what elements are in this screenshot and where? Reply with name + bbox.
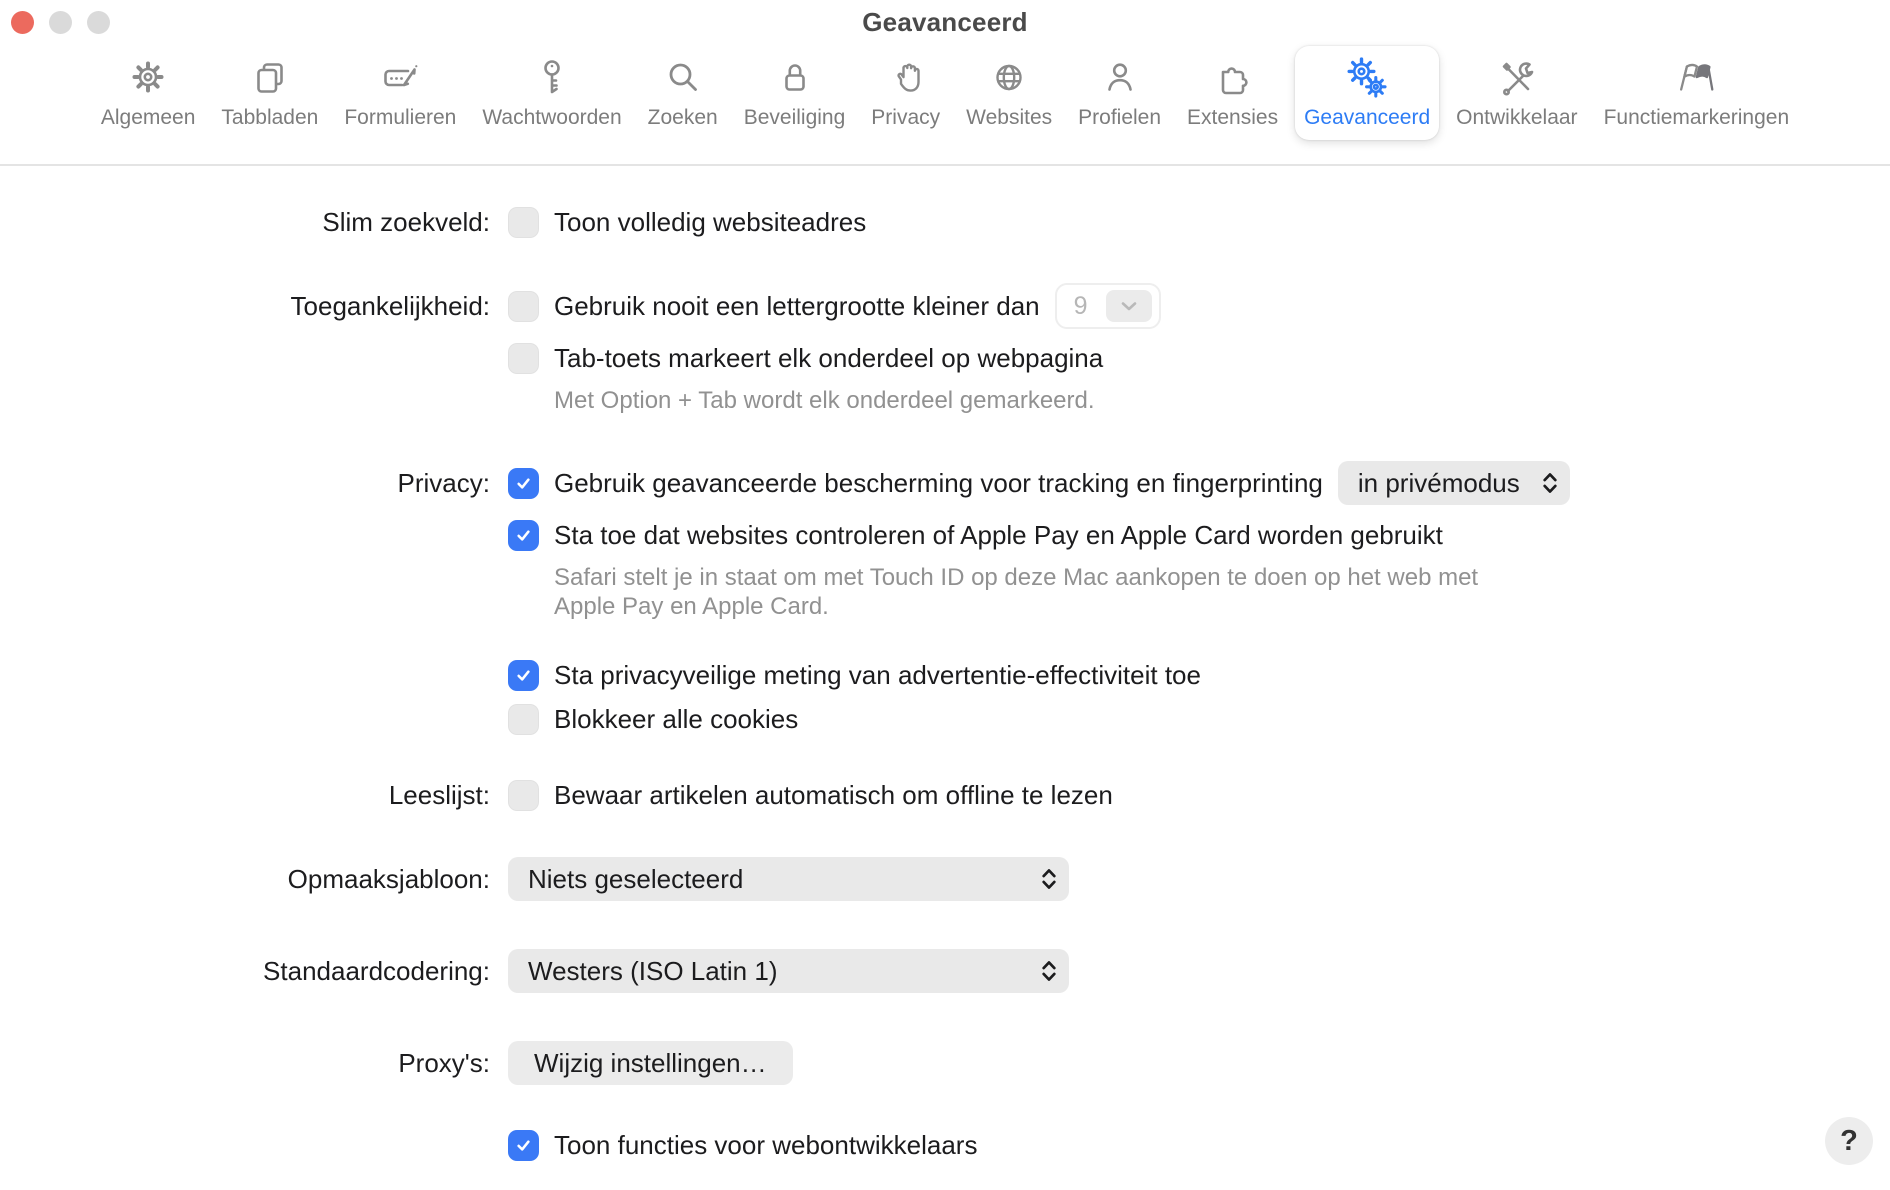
checkbox-label: Gebruik geavanceerde bescherming voor tracking en fingerprinting: [554, 467, 1323, 498]
minimize-button[interactable]: [49, 11, 72, 34]
row-label: Toegankelijkheid:: [290, 290, 490, 321]
show-full-address-checkbox[interactable]: [508, 207, 539, 238]
checkbox-label: Toon functies voor webontwikkelaars: [554, 1129, 978, 1160]
tab-profielen[interactable]: [1069, 46, 1170, 140]
row-label: Slim zoekveld:: [322, 206, 490, 237]
tab-ontwikkelaar[interactable]: [1447, 46, 1586, 140]
min-font-size-value: 9: [1073, 291, 1088, 320]
tracking-protection-checkbox[interactable]: [508, 468, 539, 499]
checkbox-label: Gebruik nooit een lettergrootte kleiner dan: [554, 290, 1040, 321]
lock-icon: [772, 55, 818, 101]
row-label: Privacy:: [397, 467, 490, 498]
tab-beveiliging[interactable]: [735, 46, 855, 140]
gears-icon: [1344, 55, 1390, 101]
globe-icon: [986, 55, 1032, 101]
tools-icon: [1494, 55, 1540, 101]
help-button[interactable]: ?: [1825, 1117, 1873, 1165]
apple-pay-checkbox[interactable]: [508, 520, 539, 551]
tab-label: Websites: [966, 106, 1053, 129]
tab-label: Algemeen: [100, 106, 196, 129]
tab-label: Profielen: [1078, 106, 1162, 129]
tab-label: Extensies: [1187, 106, 1279, 129]
tab-algemeen[interactable]: [92, 46, 205, 140]
hint-text: Met Option + Tab wordt elk onderdeel gemarkeerd.: [554, 387, 1095, 414]
page-title: Geavanceerd: [862, 6, 1028, 37]
search-icon: [660, 55, 706, 101]
block-cookies-row: [0, 703, 1890, 735]
default-encoding-row: [0, 949, 1890, 993]
tab-label: Privacy: [871, 106, 941, 129]
tab-label: Functiemarkeringen: [1603, 106, 1790, 129]
checkbox-label: Sta privacyveilige meting van advertentie-effectiviteit toe: [554, 659, 1201, 690]
tab-privacy[interactable]: [862, 46, 949, 140]
row-label: Leeslijst:: [388, 779, 490, 810]
ad-measurement-checkbox[interactable]: [508, 660, 539, 691]
person-icon: [1097, 55, 1143, 101]
tab-zoeken[interactable]: [639, 46, 727, 140]
tab-highlight-hint-row: [0, 386, 1890, 415]
window-controls: [11, 11, 110, 34]
chevron-down-icon: [1106, 290, 1152, 322]
flags-icon: [1673, 55, 1719, 101]
puzzle-icon: [1210, 55, 1256, 101]
min-font-size-select: [1055, 283, 1161, 329]
default-encoding-select[interactable]: [508, 949, 1069, 993]
tab-wachtwoorden[interactable]: [473, 46, 630, 140]
hint-text: Safari stelt je in staat om met Touch ID op deze Mac aankopen te doen op het web met Apple Pay en Apple Card.: [554, 564, 1479, 620]
accessibility-row: [0, 283, 1890, 329]
developer-features-checkbox[interactable]: [508, 1130, 539, 1161]
tab-label: Formulieren: [344, 106, 457, 129]
row-label: Standaardcodering:: [263, 955, 490, 986]
gear-icon: [125, 55, 171, 101]
settings-toolbar: [0, 46, 1890, 140]
apple-pay-hint-row: [0, 563, 1890, 621]
checkbox-label: Tab-toets markeert elk onderdeel op webpagina: [554, 342, 1104, 373]
checkbox-label: Bewaar artikelen automatisch om offline te lezen: [554, 779, 1113, 810]
up-down-chevrons-icon: [1041, 867, 1057, 891]
min-font-size-checkbox[interactable]: [508, 291, 539, 322]
tab-label: Tabbladen: [221, 106, 319, 129]
checkbox-label: Toon volledig websiteadres: [554, 206, 867, 237]
up-down-chevrons-icon: [1542, 471, 1558, 495]
tab-label: Zoeken: [647, 106, 718, 129]
row-label: Opmaaksjabloon:: [287, 863, 490, 894]
tab-websites[interactable]: [957, 46, 1061, 140]
smart-search-row: [0, 206, 1890, 238]
key-icon: [529, 55, 575, 101]
tab-highlight-row: [0, 342, 1890, 374]
tab-functiemarkeringen[interactable]: [1595, 46, 1799, 140]
style-sheet-row: [0, 857, 1890, 901]
tab-tabbladen[interactable]: [212, 46, 327, 140]
reading-list-row: [0, 779, 1890, 811]
close-button[interactable]: [11, 11, 34, 34]
up-down-chevrons-icon: [1041, 959, 1057, 983]
advanced-settings-pane: [0, 166, 1890, 1161]
selected-value: in privémodus: [1357, 467, 1520, 498]
checkbox-label: Blokkeer alle cookies: [554, 703, 799, 734]
tabs-icon: [247, 55, 293, 101]
tracking-protection-mode-select[interactable]: [1338, 461, 1570, 505]
block-cookies-checkbox[interactable]: [508, 704, 539, 735]
row-label: Proxy's:: [398, 1047, 490, 1078]
selected-value: Niets geselecteerd: [528, 863, 744, 894]
tab-highlight-checkbox[interactable]: [508, 343, 539, 374]
apple-pay-row: [0, 519, 1890, 551]
style-sheet-select[interactable]: [508, 857, 1069, 901]
tab-label: Wachtwoorden: [482, 106, 622, 129]
change-proxy-settings-button[interactable]: Wijzig instellingen…: [508, 1041, 793, 1085]
developer-features-row: [0, 1129, 1890, 1161]
tab-label: Beveiliging: [743, 106, 846, 129]
checkbox-label: Sta toe dat websites controleren of Apple Pay en Apple Card worden gebruikt: [554, 519, 1443, 550]
titlebar: [0, 0, 1890, 44]
proxies-row: [0, 1041, 1890, 1085]
ad-measurement-row: [0, 659, 1890, 691]
selected-value: Westers (ISO Latin 1): [528, 955, 778, 986]
tab-label: Ontwikkelaar: [1456, 106, 1578, 129]
tab-formulieren[interactable]: [335, 46, 465, 140]
zoom-button[interactable]: [87, 11, 110, 34]
form-pencil-icon: [377, 55, 423, 101]
hand-icon: [883, 55, 929, 101]
tab-label: Geavanceerd: [1304, 106, 1431, 129]
tab-geavanceerd[interactable]: [1295, 46, 1439, 140]
privacy-tracking-row: [0, 461, 1890, 505]
offline-reading-checkbox[interactable]: [508, 780, 539, 811]
tab-extensies[interactable]: [1178, 46, 1287, 140]
